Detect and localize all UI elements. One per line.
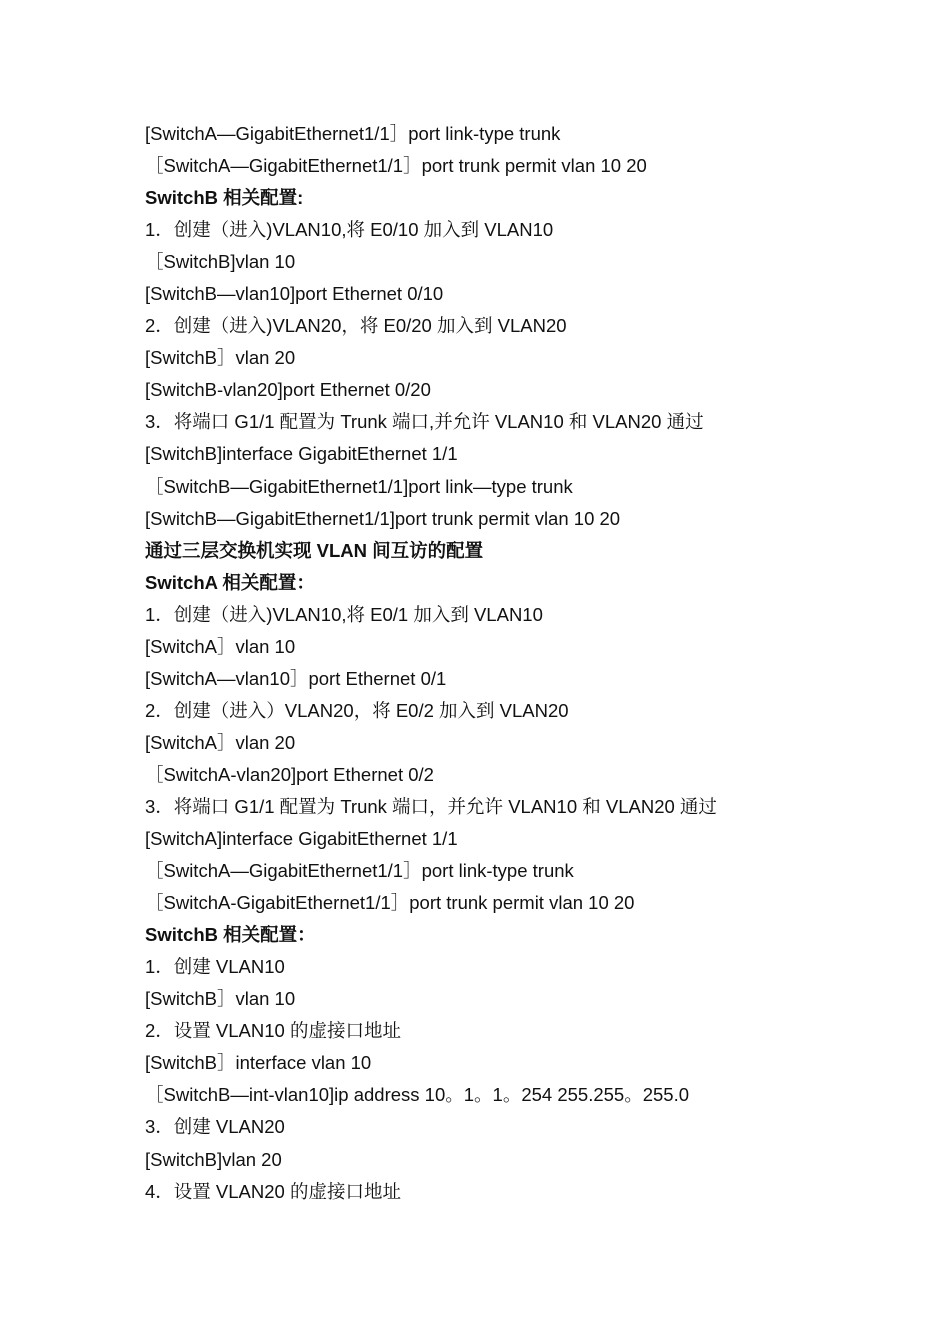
command-line: [SwitchA—vlan10］port Ethernet 0/1	[145, 667, 447, 689]
command-line: [SwitchA］vlan 20	[145, 731, 296, 753]
step-line: 1．创建（进入)VLAN10,将 E0/10 加入到 VLAN10	[145, 219, 554, 241]
command-line: [SwitchB］vlan 10	[145, 988, 296, 1010]
document-body	[145, 118, 905, 1208]
text-line: ［SwitchA—GigabitEthernet1/1］port trunk permit vlan 10 20	[145, 155, 647, 177]
command-line: ［SwitchB]vlan 10	[145, 251, 296, 273]
command-line: [SwitchB—vlan10]port Ethernet 0/10	[145, 283, 444, 305]
step-line: 1．创建（进入)VLAN10,将 E0/1 加入到 VLAN10	[145, 603, 543, 625]
command-line: ［SwitchA-vlan20]port Ethernet 0/2	[145, 763, 434, 785]
command-line: ［SwitchA-GigabitEthernet1/1］port trunk permit vlan 10 20	[145, 892, 635, 914]
command-line: [SwitchB］vlan 20	[145, 347, 296, 369]
section-heading: SwitchB 相关配置：	[145, 924, 316, 946]
section-heading: SwitchB 相关配置:	[145, 187, 304, 209]
step-line: 2．设置 VLAN10 的虚接口地址	[145, 1020, 401, 1042]
command-line: [SwitchB］interface vlan 10	[145, 1052, 372, 1074]
step-line: 1．创建 VLAN10	[145, 956, 285, 978]
step-line: 2．创建（进入)VLAN20，将 E0/20 加入到 VLAN20	[145, 315, 567, 337]
step-line: 2．创建（进入）VLAN20，将 E0/2 加入到 VLAN20	[145, 699, 569, 721]
section-heading: 通过三层交换机实现 VLAN 间互访的配置	[145, 539, 484, 561]
step-line: 3．将端口 G1/1 配置为 Trunk 端口，并允许 VLAN10 和 VLAN20 通过	[145, 795, 717, 817]
command-line: [SwitchB-vlan20]port Ethernet 0/20	[145, 379, 431, 401]
command-line: ［SwitchA—GigabitEthernet1/1］port link-type trunk	[145, 860, 574, 882]
command-line: [SwitchB]interface GigabitEthernet 1/1	[145, 443, 458, 465]
command-line: [SwitchA］vlan 10	[145, 635, 296, 657]
section-heading: SwitchA 相关配置：	[145, 571, 315, 593]
command-line: [SwitchA]interface GigabitEthernet 1/1	[145, 828, 458, 850]
command-line: ［SwitchB—GigabitEthernet1/1]port link—type trunk	[145, 475, 573, 497]
step-line: 3．将端口 G1/1 配置为 Trunk 端口,并允许 VLAN10 和 VLAN20 通过	[145, 411, 704, 433]
command-line: [SwitchB]vlan 20	[145, 1148, 282, 1170]
command-line: ［SwitchB—int-vlan10]ip address 10。1。1。254 255.255。255.0	[145, 1084, 690, 1106]
step-line: 4．设置 VLAN20 的虚接口地址	[145, 1180, 401, 1202]
text-line: [SwitchA—GigabitEthernet1/1］port link-type trunk	[145, 123, 561, 144]
step-line: 3．创建 VLAN20	[145, 1116, 285, 1138]
command-line: [SwitchB—GigabitEthernet1/1]port trunk permit vlan 10 20	[145, 507, 621, 529]
